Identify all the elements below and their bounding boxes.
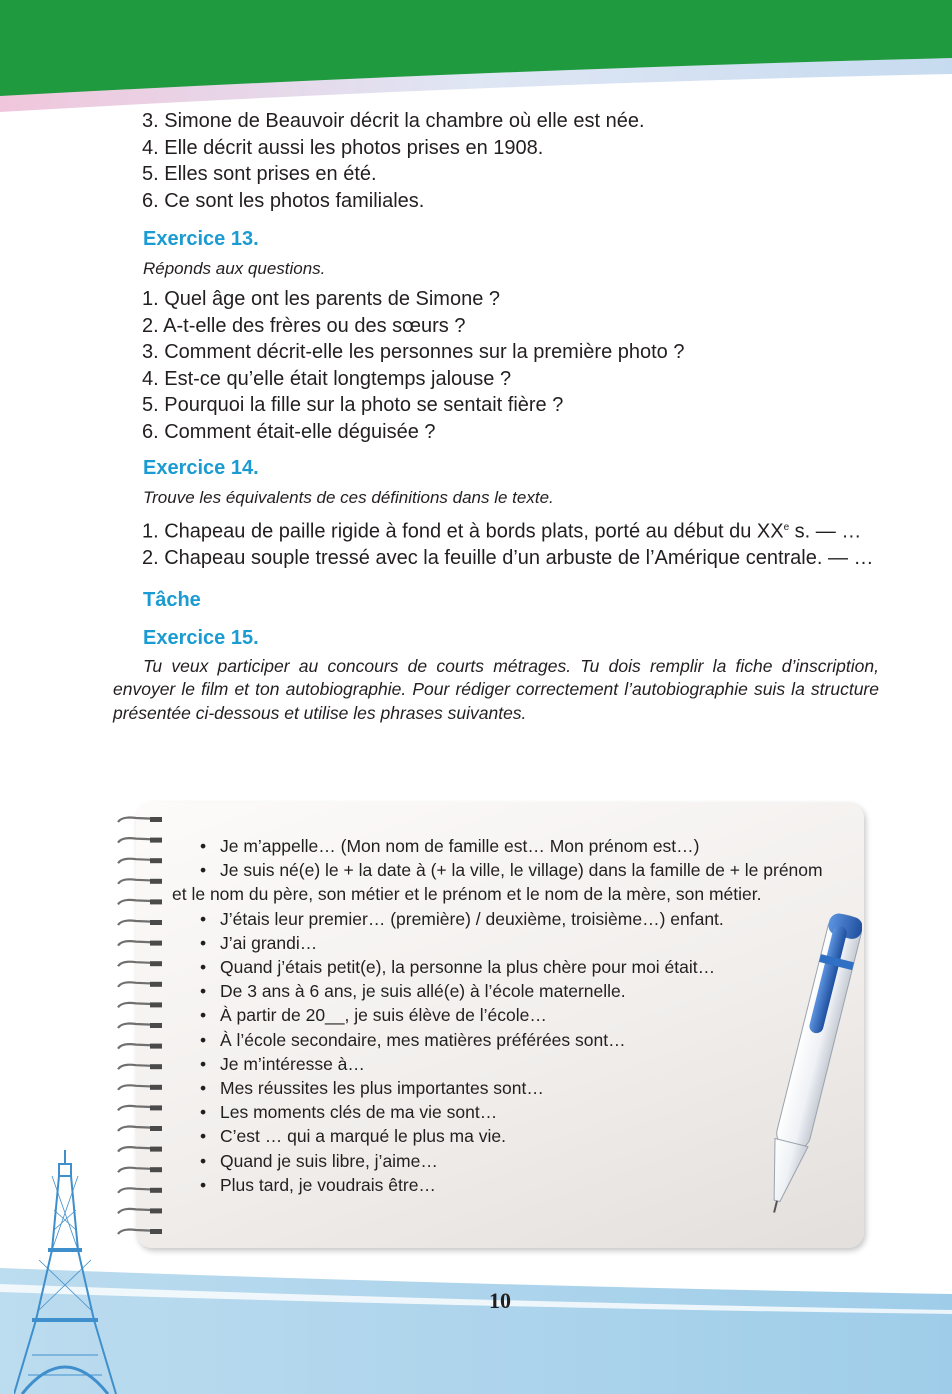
list-item: • Quand j’étais petit(e), la personne la plus chère pour moi était…: [172, 955, 842, 979]
bullet: •: [200, 957, 207, 978]
pen-icon: [752, 904, 862, 1224]
list-item: • Je m’appelle… (Mon nom de famille est… Mon prénom est…): [172, 834, 842, 858]
exercise-15-paragraph: Tu veux participer au concours de courts métrages. Tu dois remplir la fiche d’inscription, envoyer le film et ton autobiographie. Pour rédiger correctement l’autobiographie suis la structure présentée ci-dessous et utilise les phrases suivantes.: [113, 655, 879, 723]
exercise-13-title: Exercice 13.: [143, 228, 259, 250]
spiral-hole: [150, 1023, 162, 1028]
list-item: • Quand je suis libre, j’aime…: [172, 1149, 842, 1173]
spiral-hole: [150, 817, 162, 822]
list-item: 1. Quel âge ont les parents de Simone ?: [142, 288, 501, 310]
list-item: • Je m’intéresse à…: [172, 1052, 842, 1076]
spiral-hole: [150, 1064, 162, 1069]
bullet: •: [200, 1005, 207, 1026]
spiral-hole: [150, 941, 162, 946]
top-list: [113, 108, 879, 214]
exercise-15-title: Exercice 15.: [143, 626, 259, 649]
list-item: 5. Elles sont prises en été.: [142, 163, 377, 185]
list-item: • C’est … qui a marqué le plus ma vie.: [172, 1124, 842, 1148]
spiral-hole: [150, 1002, 162, 1007]
list-item: • À l’école secondaire, mes matières préférées sont…: [172, 1028, 842, 1052]
spiral-hole: [150, 1147, 162, 1152]
exercise-13-questions: [113, 286, 879, 445]
list-item: 4. Elle décrit aussi les photos prises en 1908.: [142, 136, 544, 159]
list-item: 4. Est-ce qu’elle était longtemps jalouse ?: [142, 367, 512, 390]
spiral-hole: [150, 1105, 162, 1110]
bullet: •: [200, 1126, 207, 1147]
list-item: 3. Comment décrit-elle les personnes sur la première photo ?: [142, 341, 685, 363]
bullet: •: [200, 1078, 207, 1099]
spiral-hole: [150, 1085, 162, 1090]
list-item: 2. A-t-elle des frères ou des sœurs ?: [142, 314, 466, 337]
bullet: •: [200, 1174, 207, 1195]
list-item: 3. Simone de Beauvoir décrit la chambre où elle est née.: [142, 110, 645, 132]
spiral-hole: [150, 1188, 162, 1193]
spiral-hole: [150, 838, 162, 843]
list-item: • Plus tard, je voudrais être…: [172, 1173, 842, 1197]
spiral-hole: [150, 1208, 162, 1213]
bullet: •: [200, 836, 207, 856]
bullet: •: [200, 932, 207, 953]
spiral-hole: [150, 982, 162, 987]
bullet: •: [200, 1053, 207, 1074]
spiral-hole: [150, 899, 162, 904]
spiral-hole: [150, 858, 162, 863]
autobiography-phrases: [172, 834, 842, 1197]
exercise-14-instruction: Trouve les équivalents de ces définitions dans le texte.: [143, 488, 554, 507]
bullet: •: [200, 981, 207, 1002]
bullet: •: [200, 1029, 207, 1050]
bullet: •: [200, 908, 207, 929]
page-number: 10: [489, 1288, 511, 1313]
list-item: • J’étais leur premier… (première) / deuxième, troisième…) enfant.: [172, 907, 842, 931]
page-content: [113, 108, 879, 725]
exercise-13-instruction: Réponds aux questions.: [143, 259, 326, 278]
list-item: • Mes réussites les plus importantes sont…: [172, 1076, 842, 1100]
list-item: 5. Pourquoi la fille sur la photo se sentait fière ?: [142, 394, 564, 416]
bullet: •: [200, 1102, 207, 1123]
bullet: •: [200, 1150, 207, 1171]
tache-heading: Tâche: [143, 588, 201, 611]
spiral-hole: [150, 879, 162, 884]
definition-2: 2. Chapeau souple tressé avec la feuille d’un arbuste de l’Amérique centrale. — …: [142, 546, 874, 569]
definition-1: 1. Chapeau de paille rigide à fond et à bords plats, porté au début du XXe s. — …: [142, 520, 862, 543]
list-item: • J’ai grandi…: [172, 931, 842, 955]
list-item: 6. Ce sont les photos familiales.: [142, 189, 425, 212]
bullet: •: [200, 860, 207, 881]
spiral-hole: [150, 920, 162, 925]
list-item: • Je suis né(e) le + la date à (+ la ville, le village) dans la famille de + le prénom et le nom du père, son métier et le prénom et le nom de la mère, son métier.: [172, 860, 823, 905]
exercise-14-title: Exercice 14.: [143, 457, 259, 479]
spiral-hole: [150, 1167, 162, 1172]
spiral-hole: [150, 961, 162, 966]
list-item: • Les moments clés de ma vie sont…: [172, 1100, 842, 1124]
list-item: • À partir de 20__, je suis élève de l’école…: [172, 1003, 842, 1027]
spiral-hole: [150, 1229, 162, 1234]
list-item: 6. Comment était-elle déguisée ?: [142, 420, 436, 443]
spiral-hole: [150, 1126, 162, 1131]
spiral-hole: [150, 1044, 162, 1049]
list-item: • De 3 ans à 6 ans, je suis allé(e) à l’école maternelle.: [172, 979, 842, 1003]
spiral-binding-icon: [112, 806, 168, 1242]
